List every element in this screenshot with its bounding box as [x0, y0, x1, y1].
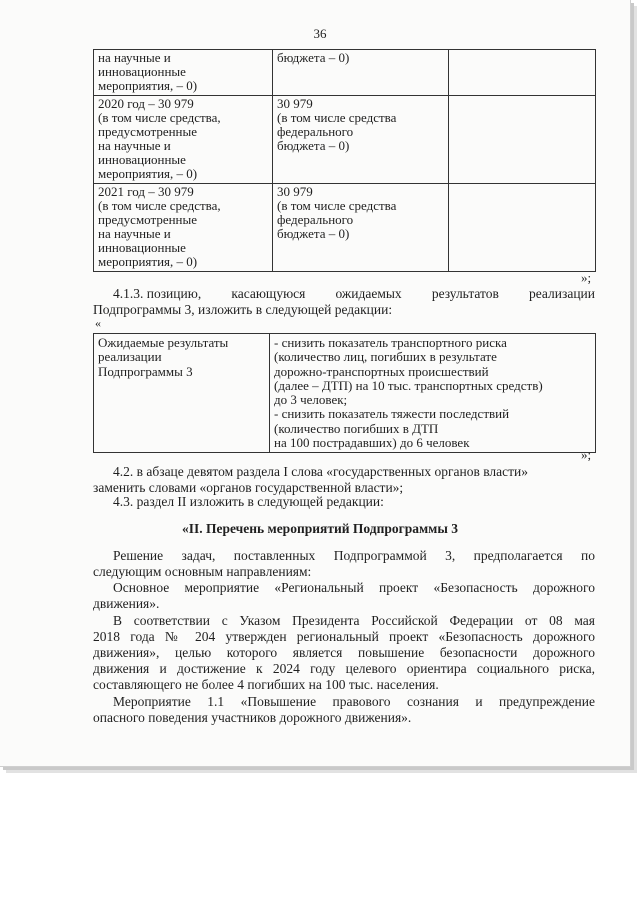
paragraph-line: Мероприятие 1.1 «Повышение правового сознания и предупреждение: [113, 694, 595, 709]
paragraph-line: Основное мероприятие «Региональный проект «Безопасность дорожного: [113, 580, 595, 595]
paragraph-line: движения и достижение к 2024 году целевого ориентира социального риска,: [93, 661, 595, 676]
paragraph-line: Решение задач, поставленных Подпрограммой 3, предполагается по: [113, 548, 595, 563]
text-fragment: реализации: [529, 286, 595, 301]
text-fragment: касающуюся: [231, 286, 306, 301]
results-value-cell: - снизить показатель транспортного риска (количество лиц, погибших в результате дорожно-транспортных происшествий (далее – ДТП) на 10 тыс. транспортных средств) до 3 человек; - снизить показатель тяжести последствий (количество погибших в ДТП на 100 пострадавших) до 6 человек: [270, 334, 596, 453]
paragraph-line: опасного поведения участников дорожного движения».: [93, 710, 412, 725]
closing-quote-mark: »;: [581, 270, 592, 285]
paragraph-line: составляющего не более 4 погибших на 100 тыс. населения.: [93, 677, 439, 692]
table-cell: 30 979 (в том числе средства федерального бюджета – 0): [273, 184, 449, 272]
table-row: [94, 334, 596, 453]
table-cell: на научные и инновационные мероприятия, – 0): [94, 50, 273, 96]
item-4-3: 4.3. раздел II изложить в следующей редакции:: [113, 494, 384, 509]
table-row: [94, 50, 596, 96]
paragraph-line: В соответствии с Указом Президента Российской Федерации от 08 мая: [113, 613, 595, 628]
page-number: 36: [313, 26, 327, 41]
table-row: [94, 184, 596, 272]
paragraph-line: следующим основным направлениям:: [93, 564, 312, 579]
item-4-2-line2: заменить словами «органов государственной власти»;: [93, 480, 404, 495]
table-cell: 2021 год – 30 979 (в том числе средства, предусмотренные на научные и инновационные мероприятия, – 0): [94, 184, 273, 272]
table-row: [94, 96, 596, 184]
text-fragment: 4.1.3. позицию,: [113, 286, 202, 301]
table-cell: бюджета – 0): [273, 50, 449, 96]
paragraph-line: движения».: [93, 596, 160, 611]
text-fragment: результатов: [431, 286, 499, 301]
table-cell: 2020 год – 30 979 (в том числе средства, предусмотренные на научные и инновационные мероприятия, – 0): [94, 96, 273, 184]
table-cell: 30 979 (в том числе средства федерального бюджета – 0): [273, 96, 449, 184]
item-4-2-line1: 4.2. в абзаце девятом раздела I слова «государственных органов власти»: [113, 464, 528, 479]
item-4-1-3-line1: [93, 286, 595, 302]
paragraph-line: 2018 года № 204 утвержден региональный проект «Безопасность дорожного: [93, 629, 595, 644]
results-label-cell: Ожидаемые результаты реализации Подпрограммы 3: [94, 334, 270, 453]
open-quote-mark: «: [95, 316, 101, 330]
table-cell: [449, 184, 596, 272]
table-cell: [449, 50, 596, 96]
section-title: «II. Перечень мероприятий Подпрограммы 3: [181, 521, 459, 536]
item-4-1-3-line2: Подпрограммы 3, изложить в следующей редакции:: [93, 302, 393, 317]
table-cell: [449, 96, 596, 184]
expected-results-table: [93, 333, 596, 453]
text-fragment: ожидаемых: [335, 286, 402, 301]
closing-quote-mark: »;: [581, 447, 592, 462]
funding-table: [93, 49, 596, 272]
paragraph-line: движения», целью которого является повышение безопасности дорожного: [93, 645, 595, 660]
